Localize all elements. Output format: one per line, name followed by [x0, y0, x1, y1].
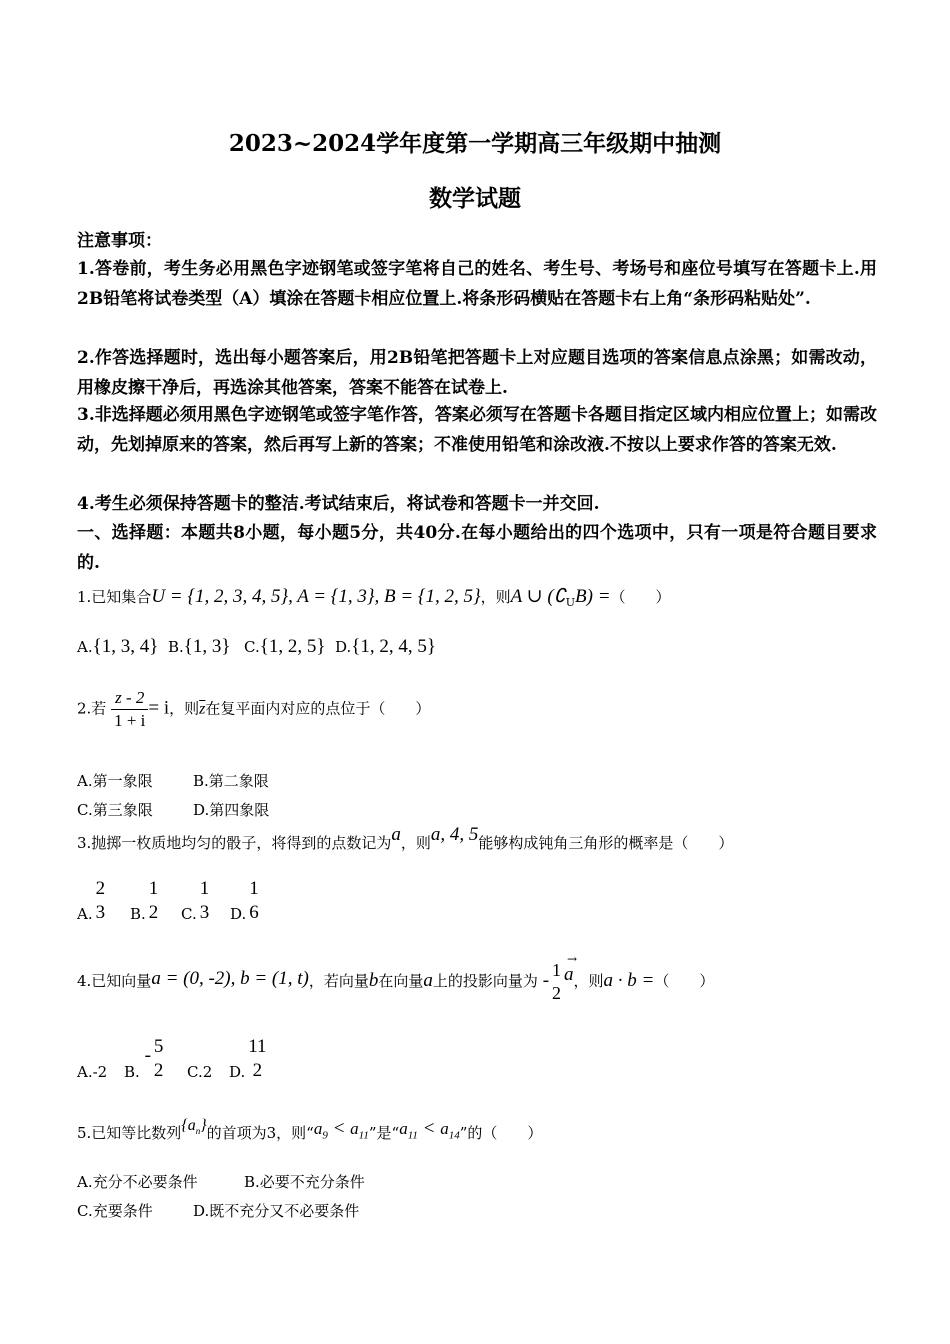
q4-mid4: ，则 — [573, 972, 604, 990]
q4-proj-fraction: 1 2 — [552, 960, 562, 1003]
section-1-heading: 一、选择题：本题共8小题，每小题5分，共40分.在每小题给出的四个选项中，只有一项是符合题目要求的. — [77, 523, 877, 573]
q3-triple: a, 4, 5 — [430, 824, 479, 845]
q3-option-c: C. 1 3 — [181, 878, 210, 923]
q5-sequence: $\{a_n\}$ — [181, 1117, 207, 1137]
q3-option-b: B. 1 2 — [130, 878, 159, 923]
q5-suffix: ”的（ ） — [459, 1124, 543, 1142]
q1-expr-sub: U — [565, 596, 576, 609]
q5-option-d: D.既不充分又不必要条件 — [193, 1202, 360, 1220]
notice-item-2: 2.作答选择题时，选出每小题答案后，用2B铅笔把答题卡上对应题目选项的答案信息点涂黑；如需改动，用橡皮擦干净后，再选涂其他答案，答案不能答在试卷上. — [77, 348, 877, 398]
q4-option-c: C.2 — [187, 1063, 213, 1081]
q2-prefix: 2.若 — [77, 699, 107, 718]
q3-option-a: A. 2 3 — [77, 878, 106, 923]
q4-option-d: D. 11 2 — [229, 1036, 267, 1081]
notice-heading: 注意事项： — [77, 231, 162, 251]
q4-prefix: 4.已知向量 — [77, 972, 152, 990]
q5-prefix: 5.已知等比数列 — [77, 1124, 182, 1142]
q1-expr: A ∪ (∁ — [510, 586, 566, 607]
q1-option-b: B.{1, 3} — [168, 636, 231, 657]
q2-mid1: ，则 — [169, 699, 200, 718]
notice-item-3: 3.非选择题必须用黑色字迹钢笔或签字笔作答，答案必须写在答题卡各题目指定区域内相应位置上；如需改动，先划掉原来的答案，然后再写上新的答案；不准使用铅笔和涂改液.不按以上要求作答的答案无效. — [77, 405, 877, 455]
q4-dot: a · b = — [603, 970, 655, 991]
q2-zbar: $\overline{z}$ — [199, 700, 206, 718]
q5-option-b: B.必要不充分条件 — [244, 1173, 365, 1191]
notice-item-4: 4.考生必须保持答题卡的整洁.考试结束后，将试卷和答题卡一并交回. — [77, 494, 600, 514]
q5-cond-1: $a_9 < a_{11}$ — [313, 1118, 369, 1142]
question-5 — [77, 1117, 543, 1145]
q4-vectors: a = (0, -2), b = (1, t) — [151, 968, 309, 989]
q3-mid: ，则 — [400, 834, 431, 852]
q4-mid1: ，若向量 — [308, 972, 369, 990]
q3-option-d: D. 1 6 — [230, 878, 259, 923]
q1-mid: ，则 — [480, 588, 511, 606]
q4-mid3: 上的投影向量为 — [432, 972, 538, 990]
q2-fraction: $\frac{z - 2}{1 + i}$ — [111, 688, 148, 731]
q4-proj-sign: - — [542, 970, 550, 991]
q2-option-d: D.第四象限 — [193, 801, 270, 819]
question-1 — [77, 585, 671, 609]
q5-mid2: ”是“ — [368, 1124, 400, 1142]
q1-option-c: C.{1, 2, 5} — [244, 636, 326, 657]
q1-set-u: U = {1, 2, 3, 4, 5} — [151, 586, 289, 607]
q1-option-d: D.{1, 2, 4, 5} — [335, 636, 437, 657]
q4-proj-vector: → a — [564, 952, 578, 985]
question-3 — [77, 824, 734, 854]
notice-item-1: 1.答卷前，考生务必用黑色字迹钢笔或签字笔将自己的姓名、考生号、考场号和座位号填写在答题卡上.用2B铅笔将试卷类型（A）填涂在答题卡相应位置上.将条形码横贴在答题卡右上角“条形码粘贴处”. — [77, 259, 877, 309]
q3-var: a — [391, 824, 401, 845]
q4-mid2: 在向量 — [378, 972, 424, 990]
q1-expr-end: B) = — [575, 586, 611, 607]
question-2 — [77, 688, 430, 731]
q2-equals: = i — [148, 697, 170, 719]
q1-paren: （ ） — [610, 588, 671, 606]
q4-option-a: A.-2 — [77, 1063, 108, 1081]
q3-suffix: 能够构成钝角三角形的概率是（ ） — [478, 834, 734, 852]
q1-set-b: , B = {1, 2, 5} — [374, 586, 481, 607]
vector-arrow-icon: → — [567, 952, 578, 966]
q2-option-b: B.第二象限 — [193, 772, 269, 790]
q4-a: a — [423, 970, 433, 991]
q5-option-c: C.充要条件 — [77, 1202, 153, 1220]
exam-title: 2023~2024学年度第一学期高三年级期中抽测 — [228, 130, 722, 157]
q5-option-a: A.充分不必要条件 — [77, 1173, 198, 1191]
q3-prefix: 3.抛掷一枚质地均匀的骰子，将得到的点数记为 — [77, 834, 392, 852]
q2-mid2: 在复平面内对应的点位于（ ） — [205, 699, 431, 718]
q1-set-a: , A = {1, 3} — [288, 586, 375, 607]
question-4 — [77, 952, 715, 1004]
q1-option-a: A.{1, 3, 4} — [77, 636, 159, 657]
q5-cond-2: $a_{11} < a_{14}$ — [399, 1118, 460, 1142]
q5-mid1: 的首项为3，则“ — [206, 1124, 314, 1142]
q4-paren: （ ） — [654, 972, 715, 990]
q4-b: b — [368, 970, 379, 991]
q2-option-c: C.第三象限 — [77, 801, 153, 819]
q4-option-b: B. - 5 2 — [124, 1036, 164, 1081]
exam-subtitle: 数学试题 — [429, 185, 521, 212]
q2-option-a: A.第一象限 — [77, 772, 153, 790]
q1-prefix: 1.已知集合 — [77, 588, 152, 606]
